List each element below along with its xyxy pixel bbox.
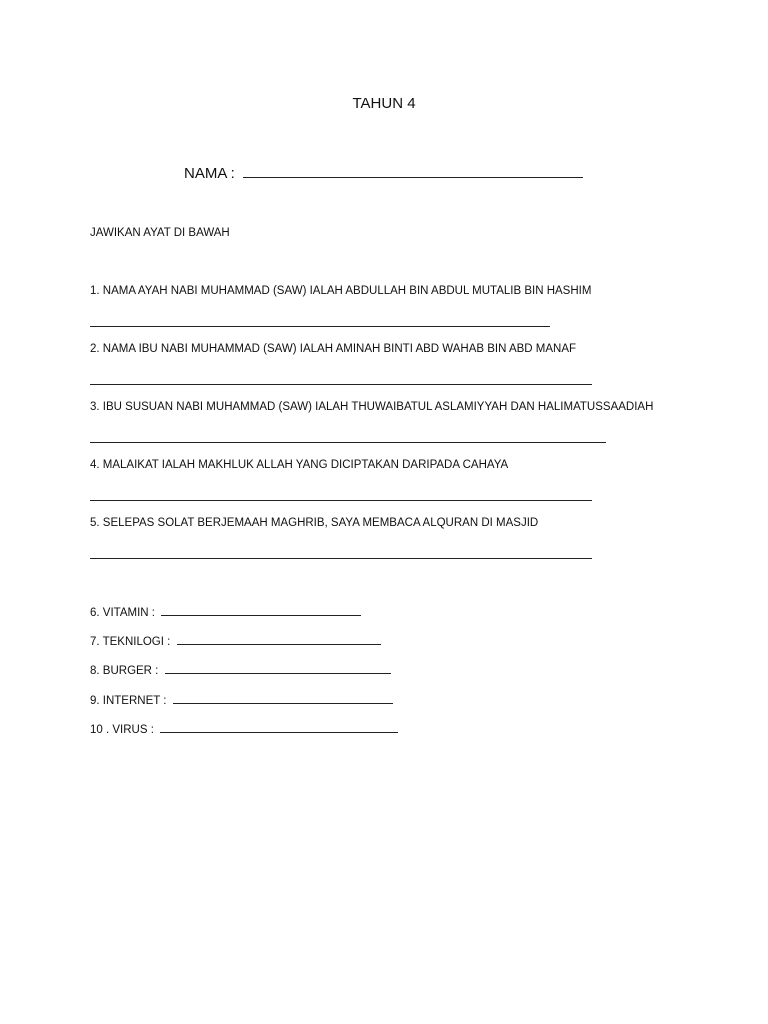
worksheet-title: TAHUN 4 [352, 95, 416, 112]
word-blank [161, 604, 361, 616]
sentence-3: 3. IBU SUSUAN NABI MUHAMMAD (SAW) IALAH THUWAIBATUL ASLAMIYYAH DAN HALIMATUSSAADIAH [90, 401, 654, 413]
word-item-9 [90, 692, 393, 707]
word-item-8 [90, 662, 391, 677]
word-label: 6. VITAMIN : [90, 607, 155, 619]
sentence-5: 5. SELEPAS SOLAT BERJEMAAH MAGHRIB, SAYA MEMBACA ALQURAN DI MASJID [90, 517, 539, 529]
word-item-7 [90, 633, 381, 648]
word-blank [160, 721, 398, 733]
word-blank [177, 633, 381, 645]
sentence-1: 1. NAMA AYAH NABI MUHAMMAD (SAW) IALAH ABDULLAH BIN ABDUL MUTALIB BIN HASHIM [90, 285, 592, 297]
word-label: 8. BURGER : [90, 665, 159, 677]
word-label: 7. TEKNILOGI : [90, 636, 171, 648]
word-blank [165, 662, 391, 674]
word-item-10 [90, 721, 398, 736]
answer-line-5 [90, 558, 592, 559]
word-item-6 [90, 604, 361, 619]
name-blank [243, 163, 583, 178]
name-label: NAMA : [184, 165, 235, 182]
answer-line-4 [90, 500, 592, 501]
word-label: 9. INTERNET : [90, 695, 167, 707]
answer-line-2 [90, 384, 592, 385]
answer-line-1 [90, 326, 550, 327]
word-blank [173, 692, 393, 704]
sentence-4: 4. MALAIKAT IALAH MAKHLUK ALLAH YANG DICIPTAKAN DARIPADA CAHAYA [90, 459, 509, 471]
instruction-text: JAWIKAN AYAT DI BAWAH [90, 227, 230, 239]
word-label: 10 . VIRUS : [90, 724, 154, 736]
answer-line-3 [90, 442, 606, 443]
sentence-2: 2. NAMA IBU NABI MUHAMMAD (SAW) IALAH AMINAH BINTI ABD WAHAB BIN ABD MANAF [90, 343, 577, 355]
name-row [184, 163, 583, 182]
